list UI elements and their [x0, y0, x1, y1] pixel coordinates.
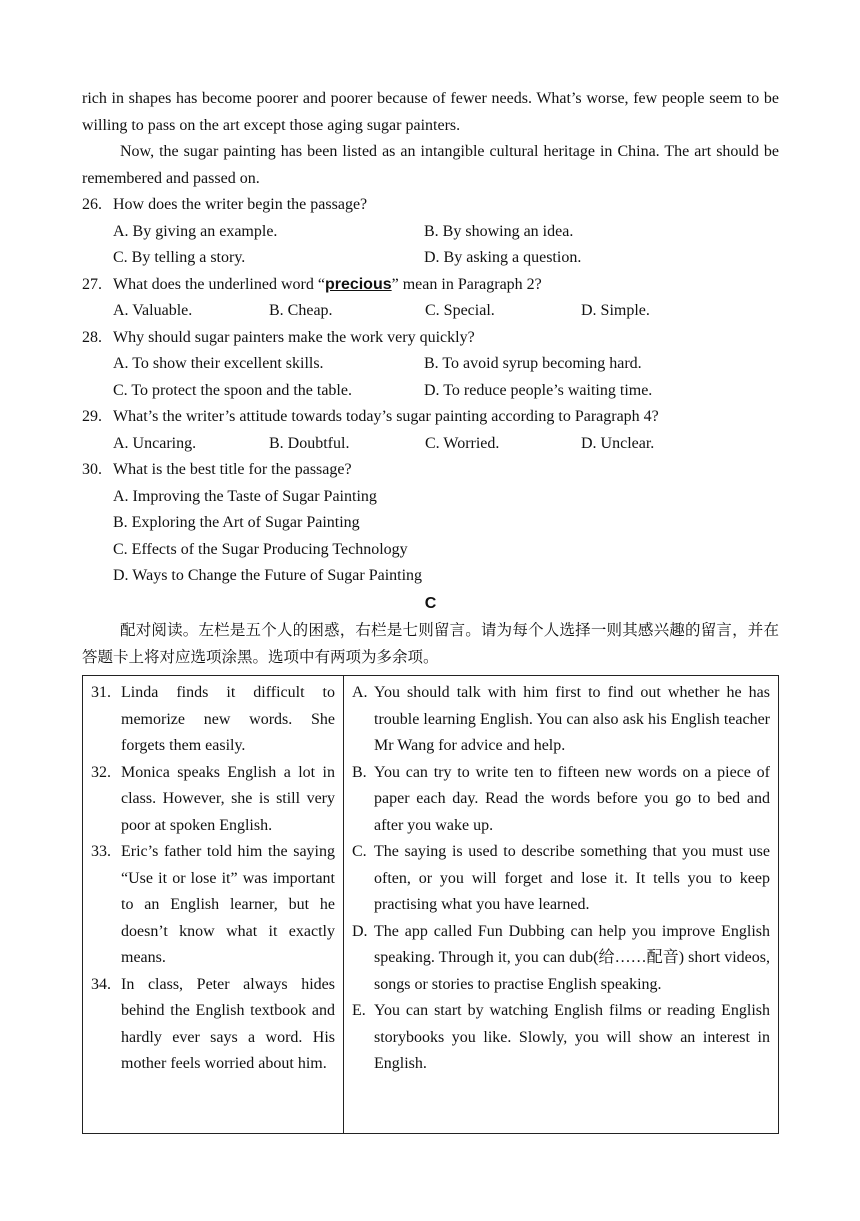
list-item [352, 919, 770, 999]
question-stem: What does the underlined word “ [113, 275, 325, 293]
section-instructions: 配对阅读。左栏是五个人的困惑，右栏是七则留言。请为每个人选择一则其感兴趣的留言，并在答题卡上将对应选项涂黑。选项中有两项为多余项。 [82, 620, 779, 666]
question-number: 28. [82, 328, 102, 346]
option: D. Unclear. [581, 434, 655, 452]
list-item [352, 680, 770, 760]
item-text: The saying is used to describe something that you must use often, or you will forget and lose it. It tells you to keep practising what you have learned. [374, 843, 770, 913]
item-text: Eric’s father told him the saying “Use it or lose it” was important to an English learner, but he doesn’t know what it exactly means. [121, 843, 335, 966]
question-number: 30. [82, 461, 102, 478]
options [82, 298, 779, 325]
option: D. Simple. [581, 302, 650, 319]
item-letter: D. [352, 922, 368, 940]
item-text: You can start by watching English films or reading English storybooks you like. Slowly, you will show an interest in English. [374, 1002, 770, 1072]
section-title: C [424, 594, 437, 612]
options [82, 245, 779, 272]
option: D. By asking a question. [424, 249, 582, 266]
item-number: 31. [91, 684, 111, 701]
list-item [91, 839, 335, 972]
option: C. Worried. [425, 434, 500, 452]
option: A. Improving the Taste of Sugar Painting [113, 487, 377, 505]
paragraph-text: rich in shapes has become poorer and poorer because of fewer needs. What’s worse, few people seem to be willing to pass on the art except those aging sugar painters. [82, 90, 779, 134]
question-29 [82, 404, 779, 431]
list-item [91, 760, 335, 840]
item-text: Linda finds it difficult to memorize new words. She forgets them easily. [121, 684, 335, 754]
question-stem: Why should sugar painters make the work very quickly? [113, 328, 475, 346]
item-text: In class, Peter always hides behind the English textbook and hardly ever says a word. His mother feels worried about him. [121, 975, 335, 1072]
item-letter: A. [352, 684, 368, 701]
options [82, 431, 779, 458]
question-30 [82, 457, 779, 484]
option: C. To protect the spoon and the table. [113, 381, 352, 399]
question-number: 29. [82, 408, 102, 425]
option: A. To show their excellent skills. [113, 355, 324, 372]
option: B. To avoid syrup becoming hard. [424, 355, 642, 372]
option: B. By showing an idea. [424, 222, 574, 240]
option: B. Cheap. [269, 302, 333, 319]
options [82, 378, 779, 405]
list-item [91, 680, 335, 760]
question-26 [82, 192, 779, 219]
item-number: 33. [91, 843, 111, 860]
option: C. Effects of the Sugar Producing Technology [113, 540, 408, 558]
question-stem: What is the best title for the passage? [113, 461, 352, 478]
item-text: You should talk with him first to find out whether he has trouble learning English. You can also ask his English teacher Mr Wang for advice and help. [374, 684, 770, 754]
list-item [352, 760, 770, 840]
item-text: The app called Fun Dubbing can help you improve English speaking. Through it, you can dub(给……配音) short videos, songs or stories to practise English speaking. [374, 922, 770, 993]
paragraph-text: Now, the sugar painting has been listed as an intangible cultural heritage in China. The art should be remembered and passed on. [82, 143, 779, 187]
question-number: 27. [82, 275, 102, 293]
right-column [344, 676, 779, 1134]
question-27 [82, 272, 779, 299]
matching-table [82, 675, 779, 1134]
item-letter: B. [352, 763, 367, 781]
options [82, 219, 779, 246]
options [82, 351, 779, 378]
underlined-word: precious [324, 275, 392, 293]
option: C. Special. [425, 302, 495, 319]
list-item [352, 839, 770, 919]
question-28 [82, 325, 779, 352]
option: B. Exploring the Art of Sugar Painting [113, 514, 360, 531]
option: D. To reduce people’s waiting time. [424, 381, 653, 399]
list-item [352, 998, 770, 1078]
item-number: 34. [91, 975, 111, 993]
item-text: Monica speaks English a lot in class. However, she is still very poor at spoken English. [121, 763, 335, 834]
option: B. Doubtful. [269, 434, 350, 452]
item-letter: E. [352, 1002, 366, 1019]
item-text: You can try to write ten to fifteen new words on a piece of paper each day. Read the words before you go to bed and after you wake up. [374, 763, 770, 834]
item-letter: C. [352, 843, 367, 860]
question-stem: ” mean in Paragraph 2? [391, 275, 542, 293]
option: A. Uncaring. [113, 434, 197, 452]
option: D. Ways to Change the Future of Sugar Painting [113, 567, 423, 584]
option: A. By giving an example. [113, 222, 278, 240]
question-stem: What’s the writer’s attitude towards today’s sugar painting according to Paragraph 4? [113, 408, 659, 425]
question-number: 26. [82, 196, 102, 213]
question-stem: How does the writer begin the passage? [113, 196, 368, 213]
left-column [83, 676, 344, 1134]
item-number: 32. [91, 763, 111, 781]
option: C. By telling a story. [113, 249, 246, 266]
option: A. Valuable. [113, 302, 193, 319]
list-item [91, 972, 335, 1078]
passage-page [82, 86, 779, 671]
